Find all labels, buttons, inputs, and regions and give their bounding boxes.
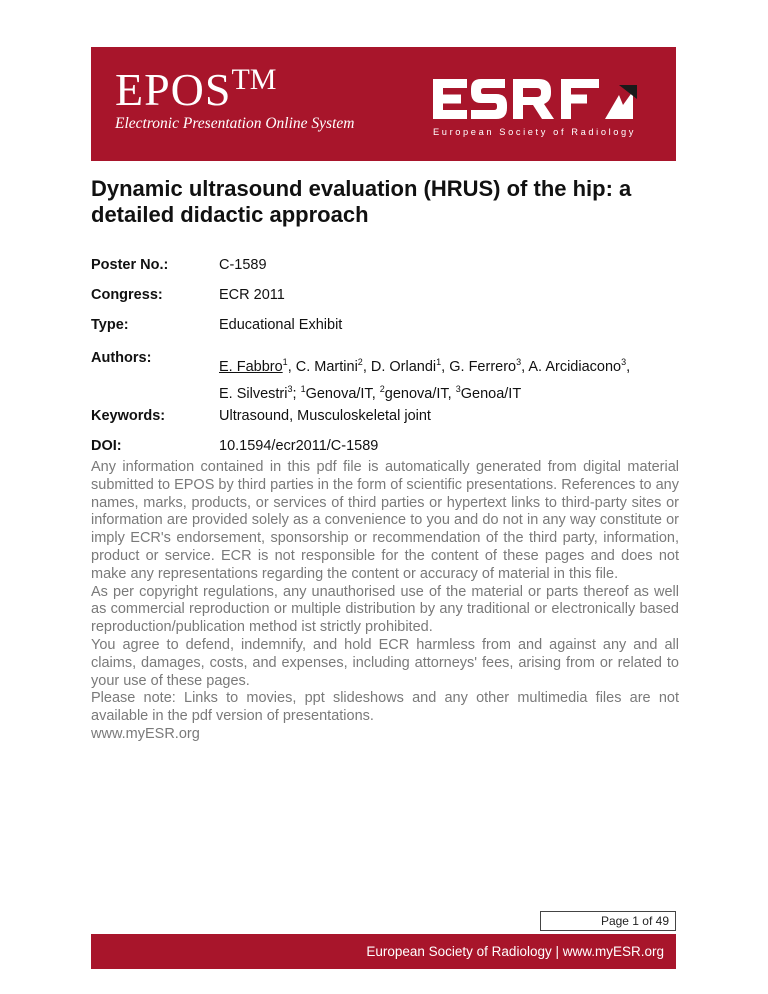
author-name: D. Orlandi: [370, 358, 437, 375]
meta-label-doi: DOI:: [91, 438, 122, 454]
esr-website-link[interactable]: www.myESR.org: [91, 725, 200, 742]
meta-value-congress: ECR 2011: [219, 287, 285, 303]
meta-row-poster: [91, 257, 630, 287]
author-name: C. Martini: [295, 358, 358, 375]
meta-value-doi: 10.1594/ecr2011/C-1589: [219, 438, 379, 454]
meta-row-congress: [91, 287, 630, 317]
meta-label-poster: Poster No.:: [91, 257, 169, 273]
disclaimer-paragraph: Please note: Links to movies, ppt slideshows and any other multimedia files are not available in the pdf version of presentations.: [91, 690, 679, 725]
meta-label-keywords: Keywords:: [91, 408, 166, 424]
affiliation: Genoa/IT: [460, 385, 522, 402]
disclaimer-paragraph: Any information contained in this pdf file is automatically generated from digital material submitted to EPOS by third parties in the form of scientific presentations. References to any names, marks, products, or services of third parties or hypertext links to third-party sites or information are provided solely as a convenience to you and do not in any way constitute or imply ECR's endorsement, sponsorship or recommendation of the third party, information, product or service. ECR is not responsible for the content of these pages and does not make any representations regarding the content or accuracy of material in this file.: [91, 459, 679, 582]
epos-logo-tm: TM: [231, 63, 277, 96]
author-name: E. Silvestri: [219, 385, 288, 402]
epos-logo-word: EPOS: [115, 64, 232, 115]
meta-label-authors: Authors:: [91, 350, 152, 366]
footer-banner: [91, 934, 676, 969]
header-banner: [91, 47, 676, 161]
meta-value-poster: C-1589: [219, 257, 267, 273]
meta-value-authors: E. Fabbro$^1$, C. Martini$^2$, D. Orlandi$^1$, G. Ferrero$^3$, A. Arcidiacono$^3$, E. Silvestri$^3$; $^1$Genova/IT, $^2$genova/IT, $^3$Genoa/IT: [219, 357, 631, 402]
author-link[interactable]: E. Fabbro: [219, 358, 283, 375]
meta-label-congress: Congress:: [91, 287, 163, 303]
esr-logo: [433, 73, 643, 153]
author-name: G. Ferrero: [449, 358, 517, 375]
epos-logo: [115, 63, 355, 133]
meta-row-authors: [91, 347, 630, 408]
esr-subtitle: European Society of Radiology: [433, 127, 637, 137]
epos-subtitle: Electronic Presentation Online System: [115, 115, 355, 132]
meta-value-keywords: Ultrasound, Musculoskeletal joint: [219, 408, 431, 424]
meta-row-type: [91, 317, 630, 347]
affiliation: Genova/IT: [305, 385, 372, 402]
disclaimer-paragraph: You agree to defend, indemnify, and hold ECR harmless from and against any and all claims, damages, costs, and expenses, including attorneys' fees, arising from or related to your use of these pages.: [91, 636, 679, 689]
page-indicator: Page 1 of 49: [540, 911, 676, 931]
meta-value-type: Educational Exhibit: [219, 317, 343, 333]
meta-label-type: Type:: [91, 317, 129, 333]
metadata-table: [91, 257, 630, 468]
author-name: A. Arcidiacono: [528, 358, 622, 375]
disclaimer-paragraph: As per copyright regulations, any unauthorised use of the material or parts thereof as well as commercial reproduction or multiple distribution by any traditional or electronically based reproduction/publication method ist strictly prohibited.: [91, 583, 679, 636]
footer-text: European Society of Radiology | www.myESR.org: [366, 944, 664, 959]
affiliation: genova/IT: [384, 385, 448, 402]
page-title: Dynamic ultrasound evaluation (HRUS) of the hip: a detailed didactic approach: [91, 176, 632, 227]
disclaimer: [91, 459, 679, 744]
meta-row-keywords: [91, 408, 630, 438]
